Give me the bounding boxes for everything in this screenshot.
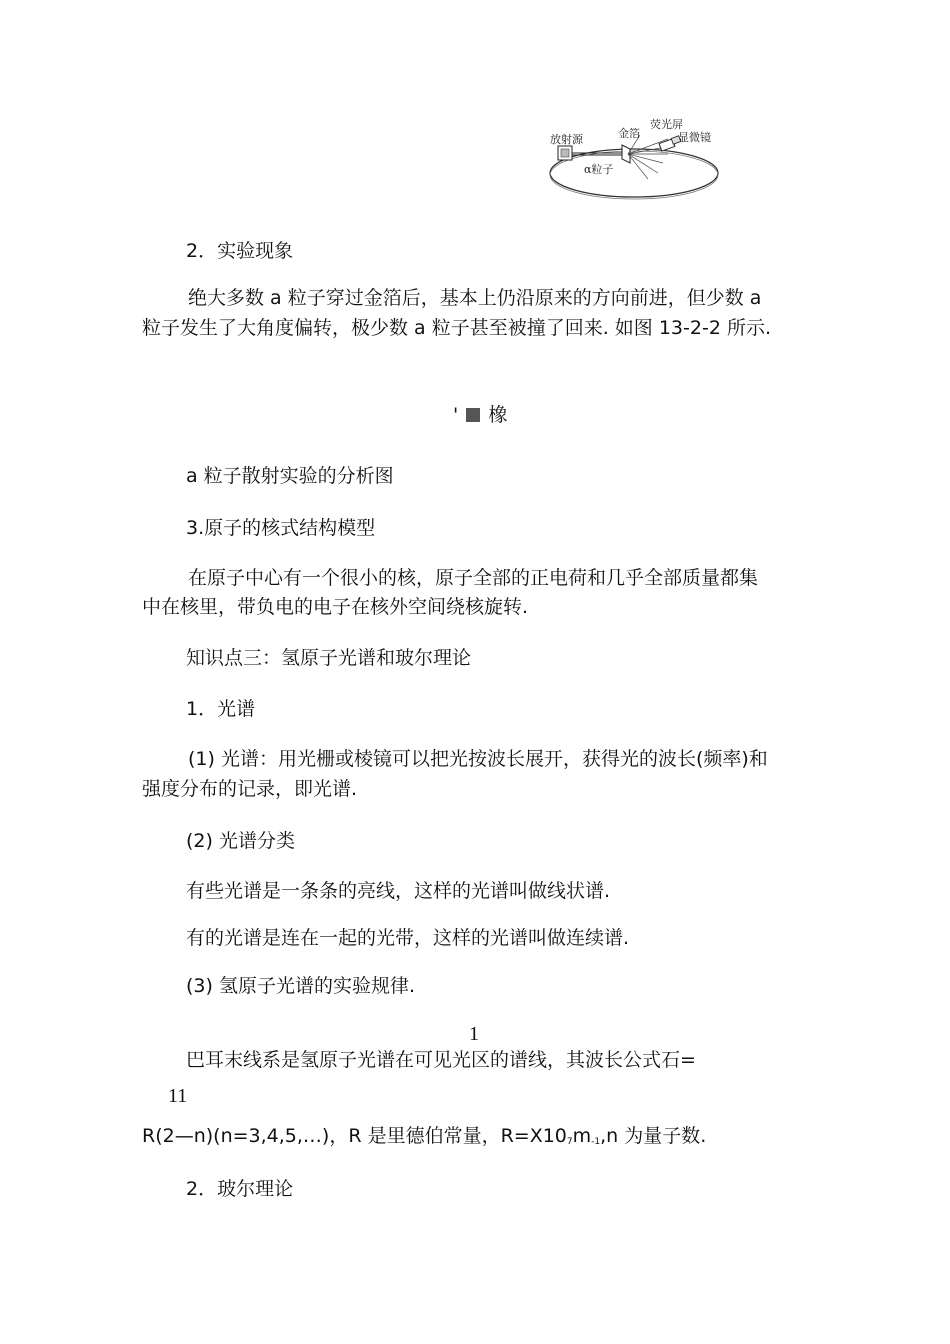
- label-microscope: 显微镜: [678, 131, 711, 144]
- paragraph1-line2: 粒子发生了大角度偏转，极少数 a 粒子甚至被撞了回来. 如图 13-2-2 所示.: [142, 317, 771, 339]
- scattered-rays: [628, 135, 668, 179]
- knowledge-point-3: 知识点三：氢原子光谱和玻尔理论: [186, 647, 472, 669]
- label-alpha-particle: α粒子: [584, 163, 614, 176]
- fraction-11: 11: [168, 1085, 188, 1107]
- apparatus-diagram: [548, 117, 720, 201]
- paragraph2-line1: 在原子中心有一个很小的核，原子全部的正电荷和几乎全部质量都集: [188, 567, 759, 589]
- formula-sub-7: 7: [566, 1137, 573, 1147]
- formula-part2: ,n 为量子数.: [600, 1125, 707, 1147]
- label-screen: 荧光屏: [650, 118, 683, 131]
- line-spectrum-text: 有些光谱是一条条的亮线，这样的光谱叫做线状谱.: [186, 880, 611, 902]
- image-placeholder: [453, 403, 507, 427]
- formula-part1: R(2—n)(n=3,4,5,…)，R 是里德伯常量，R=X10: [142, 1125, 567, 1147]
- section3-heading: 3.原子的核式结构模型: [186, 517, 376, 539]
- figure-caption: a 粒子散射实验的分析图: [186, 465, 394, 487]
- fraction-numerator: 1: [469, 1023, 479, 1045]
- spectrum-definition-line2: 强度分布的记录，即光谱.: [142, 778, 358, 800]
- paragraph1-line1: 绝大多数 a 粒子穿过金箔后，基本上仍沿原来的方向前进，但少数 a: [188, 287, 762, 309]
- balmer-formula-line: [142, 1124, 706, 1154]
- image-placeholder-text: 橡: [488, 404, 508, 426]
- spectrum-definition-line1: (1) 光谱：用光栅或棱镜可以把光按波长展开，获得光的波长(频率)和: [188, 748, 768, 770]
- paragraph2-line2: 中在核里，带负电的电子在核外空间绕核旋转.: [142, 596, 529, 618]
- formula-m: m: [572, 1125, 592, 1147]
- continuous-spectrum-text: 有的光谱是连在一起的光带，这样的光谱叫做连续谱.: [186, 927, 630, 949]
- image-placeholder-block: [466, 408, 480, 422]
- formula-sub-neg1: -1: [591, 1137, 601, 1147]
- image-placeholder-mark: ': [453, 404, 459, 426]
- section2-heading: 2．实验现象: [186, 240, 294, 262]
- label-gold-foil: 金箔: [618, 127, 640, 140]
- balmer-series-line: 巴耳末线系是氢原子光谱在可见光区的谱线，其波长公式石=: [186, 1049, 696, 1071]
- base-plate-shape: [550, 149, 718, 197]
- scattering-apparatus-figure: [548, 117, 720, 201]
- hydrogen-spectrum-rule: (3) 氢原子光谱的实验规律.: [186, 975, 415, 997]
- spectrum-classification: (2) 光谱分类: [186, 830, 295, 852]
- item2-heading: 2．玻尔理论: [186, 1178, 294, 1200]
- item1-heading: 1．光谱: [186, 698, 256, 720]
- label-source: 放射源: [550, 133, 583, 146]
